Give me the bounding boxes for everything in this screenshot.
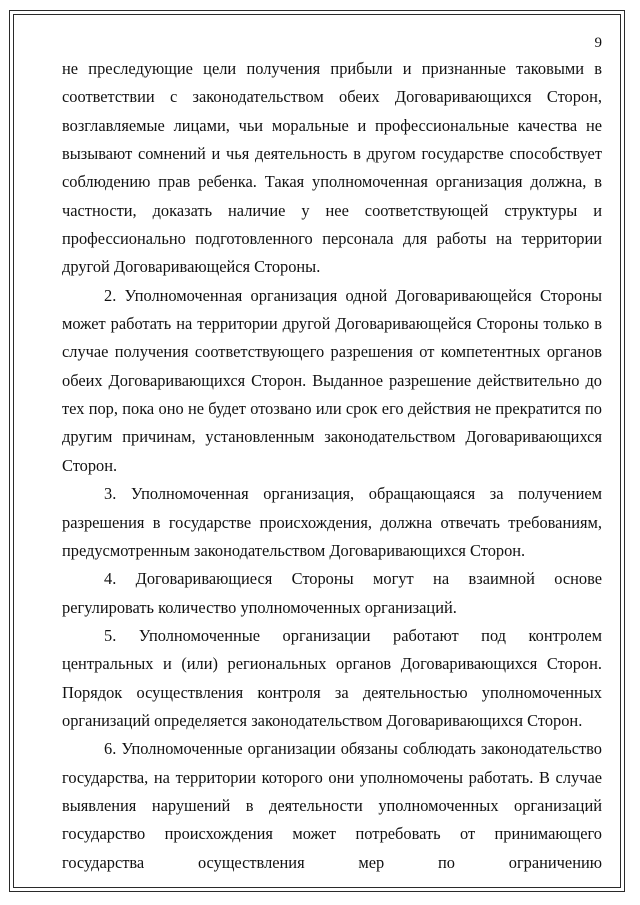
paragraph-item-4: 4. Договаривающиеся Стороны могут на взаимной основе регулировать количество уполномоченных организаций. [62, 569, 602, 617]
paragraph-item-2: 2. Уполномоченная организация одной Договаривающейся Стороны может работать на территории другой Договаривающейся Стороны только в случае получения соответствующего разрешения от компетентных органов обеих Договаривающихся Сторон. Выданное разрешение действительно до тех пор, пока оно не будет отозвано или срок его действия не прекратится по другим причинам, установленным законодательством Договаривающихся Сторон. [62, 285, 602, 475]
document-body [62, 55, 602, 877]
paragraph-item-6: 6. Уполномоченные организации обязаны соблюдать законодательство государства, на территории которого они уполномочены работать. В случае выявления нарушений в деятельности уполномоченных организаций государство происхождения может потребовать от принимающего государства осуществления мер по ограничению [62, 739, 602, 872]
page-number: 9 [594, 35, 602, 51]
paragraph-continuation: не преследующие цели получения прибыли и признанные таковыми в соответствии с законодательством обеих Договаривающихся Сторон, возглавляемые лицами, чьи моральные и профессиональные качества не вызывают сомнений и чья деятельность в другом государстве способствует соблюдению прав ребенка. Такая уполномоченная организация должна, в частности, доказать наличие у нее соответствующей структуры и профессионально подготовленного персонала для работы на территории другой Договаривающейся Стороны. [62, 59, 602, 277]
paragraph-item-5: 5. Уполномоченные организации работают под контролем центральных и (или) региональных органов Договаривающихся Сторон. Порядок осуществления контроля за деятельностью уполномоченных организаций определяется законодательством Договаривающихся Сторон. [62, 625, 602, 730]
paragraph-item-3: 3. Уполномоченная организация, обращающаяся за получением разрешения в государстве происхождения, должна отвечать требованиям, предусмотренным законодательством Договаривающихся Сторон. [62, 484, 602, 560]
